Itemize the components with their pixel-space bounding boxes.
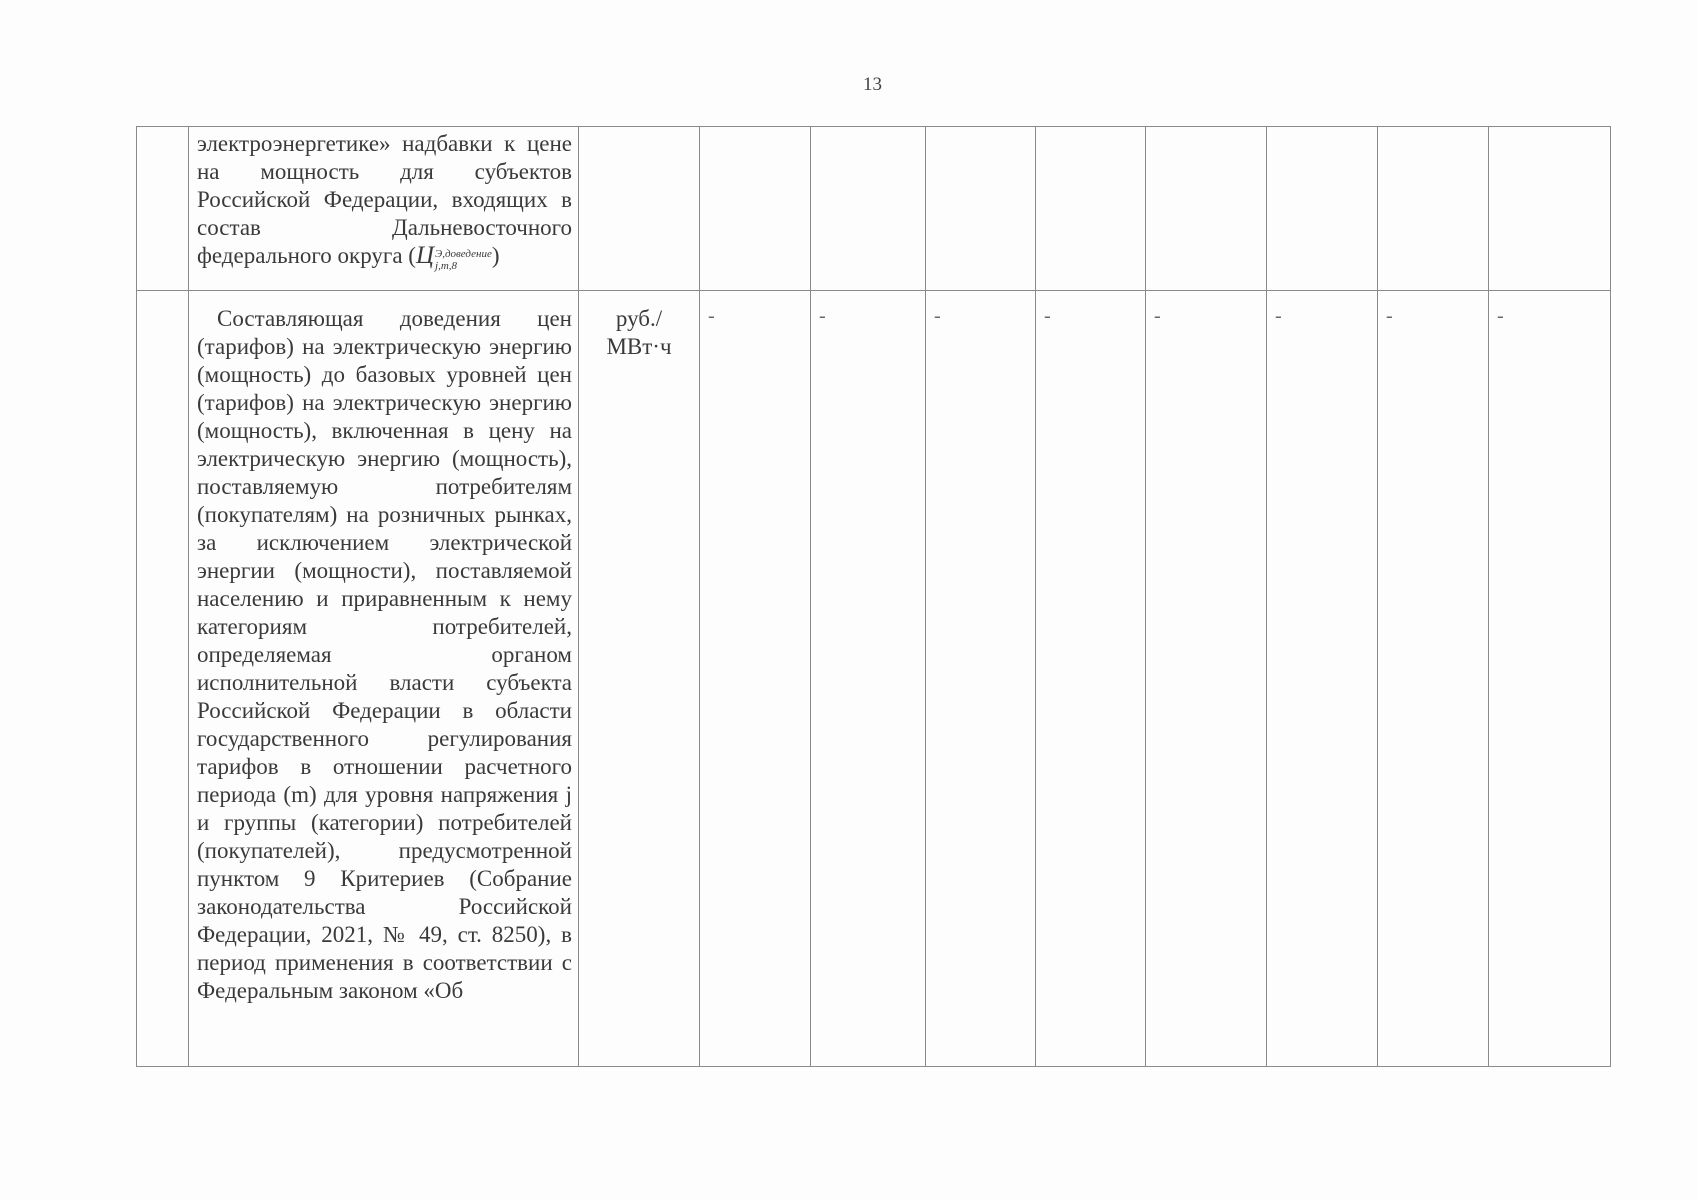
value-cell bbox=[811, 127, 926, 291]
description-text: электроэнергетике» надбавки к цене на мощность для субъектов Российской Федерации, входящих в состав Дальневосточного федерального округа ( bbox=[197, 131, 572, 268]
value-cell bbox=[1489, 291, 1611, 1067]
row-number-cell bbox=[137, 291, 189, 1067]
value-cell bbox=[1378, 127, 1489, 291]
page-number: 13 bbox=[863, 74, 882, 95]
unit-cell bbox=[579, 127, 700, 291]
value-dash: - bbox=[1386, 305, 1393, 327]
value-cell bbox=[926, 291, 1036, 1067]
tariff-table bbox=[136, 126, 1611, 1067]
value-cell bbox=[1146, 291, 1267, 1067]
formula bbox=[415, 242, 492, 272]
value-cell bbox=[1489, 127, 1611, 291]
unit-line-2: МВт·ч bbox=[606, 334, 672, 359]
value-cell bbox=[700, 127, 811, 291]
value-cell bbox=[1378, 291, 1489, 1067]
value-dash: - bbox=[934, 305, 941, 327]
value-cell bbox=[1146, 127, 1267, 291]
description-cell bbox=[189, 291, 579, 1067]
value-cell bbox=[700, 291, 811, 1067]
value-dash: - bbox=[1497, 305, 1504, 327]
unit-cell bbox=[579, 291, 700, 1067]
description-cell bbox=[189, 127, 579, 291]
value-cell bbox=[811, 291, 926, 1067]
value-cell bbox=[1267, 127, 1378, 291]
row-number-cell bbox=[137, 127, 189, 291]
formula-superscript: Э,доведение bbox=[435, 248, 492, 260]
value-dash: - bbox=[1154, 305, 1161, 327]
value-dash: - bbox=[1275, 305, 1282, 327]
table-row bbox=[137, 127, 1611, 291]
value-dash: - bbox=[1044, 305, 1051, 327]
value-cell bbox=[926, 127, 1036, 291]
formula-symbol: Ц bbox=[415, 242, 435, 269]
value-cell bbox=[1036, 291, 1146, 1067]
value-dash: - bbox=[708, 305, 715, 327]
unit-line-1: руб./ bbox=[615, 306, 663, 331]
description-text: Составляющая доведения цен (тарифов) на электрическую энергию (мощность) до базовых уровней цен (тарифов) на электрическую энергию (мощность), включенная в цену на электрическую энергию (мощность), поставляемую потребителям (покупателям) на розничных рынках, за исключением электрической энергии (мощности), поставляемой населению и приравненным к нему категориям потребителей, определяемая органом исполнительной власти субъекта Российской Федерации в области государственного регулирования тарифов в отношении расчетного периода (m) для уровня напряжения j и группы (категории) потребителей (покупателей), предусмотренной пунктом 9 Критериев (Собрание законодательства Российской Федерации, 2021, № 49, ст. 8250), в период применения в соответствии с Федеральным законом «Об bbox=[197, 306, 572, 1003]
formula-subscript: j,m,8 bbox=[435, 260, 458, 272]
description-text-end: ) bbox=[491, 243, 500, 268]
value-dash: - bbox=[819, 305, 826, 327]
table-row bbox=[137, 291, 1611, 1067]
value-cell bbox=[1036, 127, 1146, 291]
value-cell bbox=[1267, 291, 1378, 1067]
